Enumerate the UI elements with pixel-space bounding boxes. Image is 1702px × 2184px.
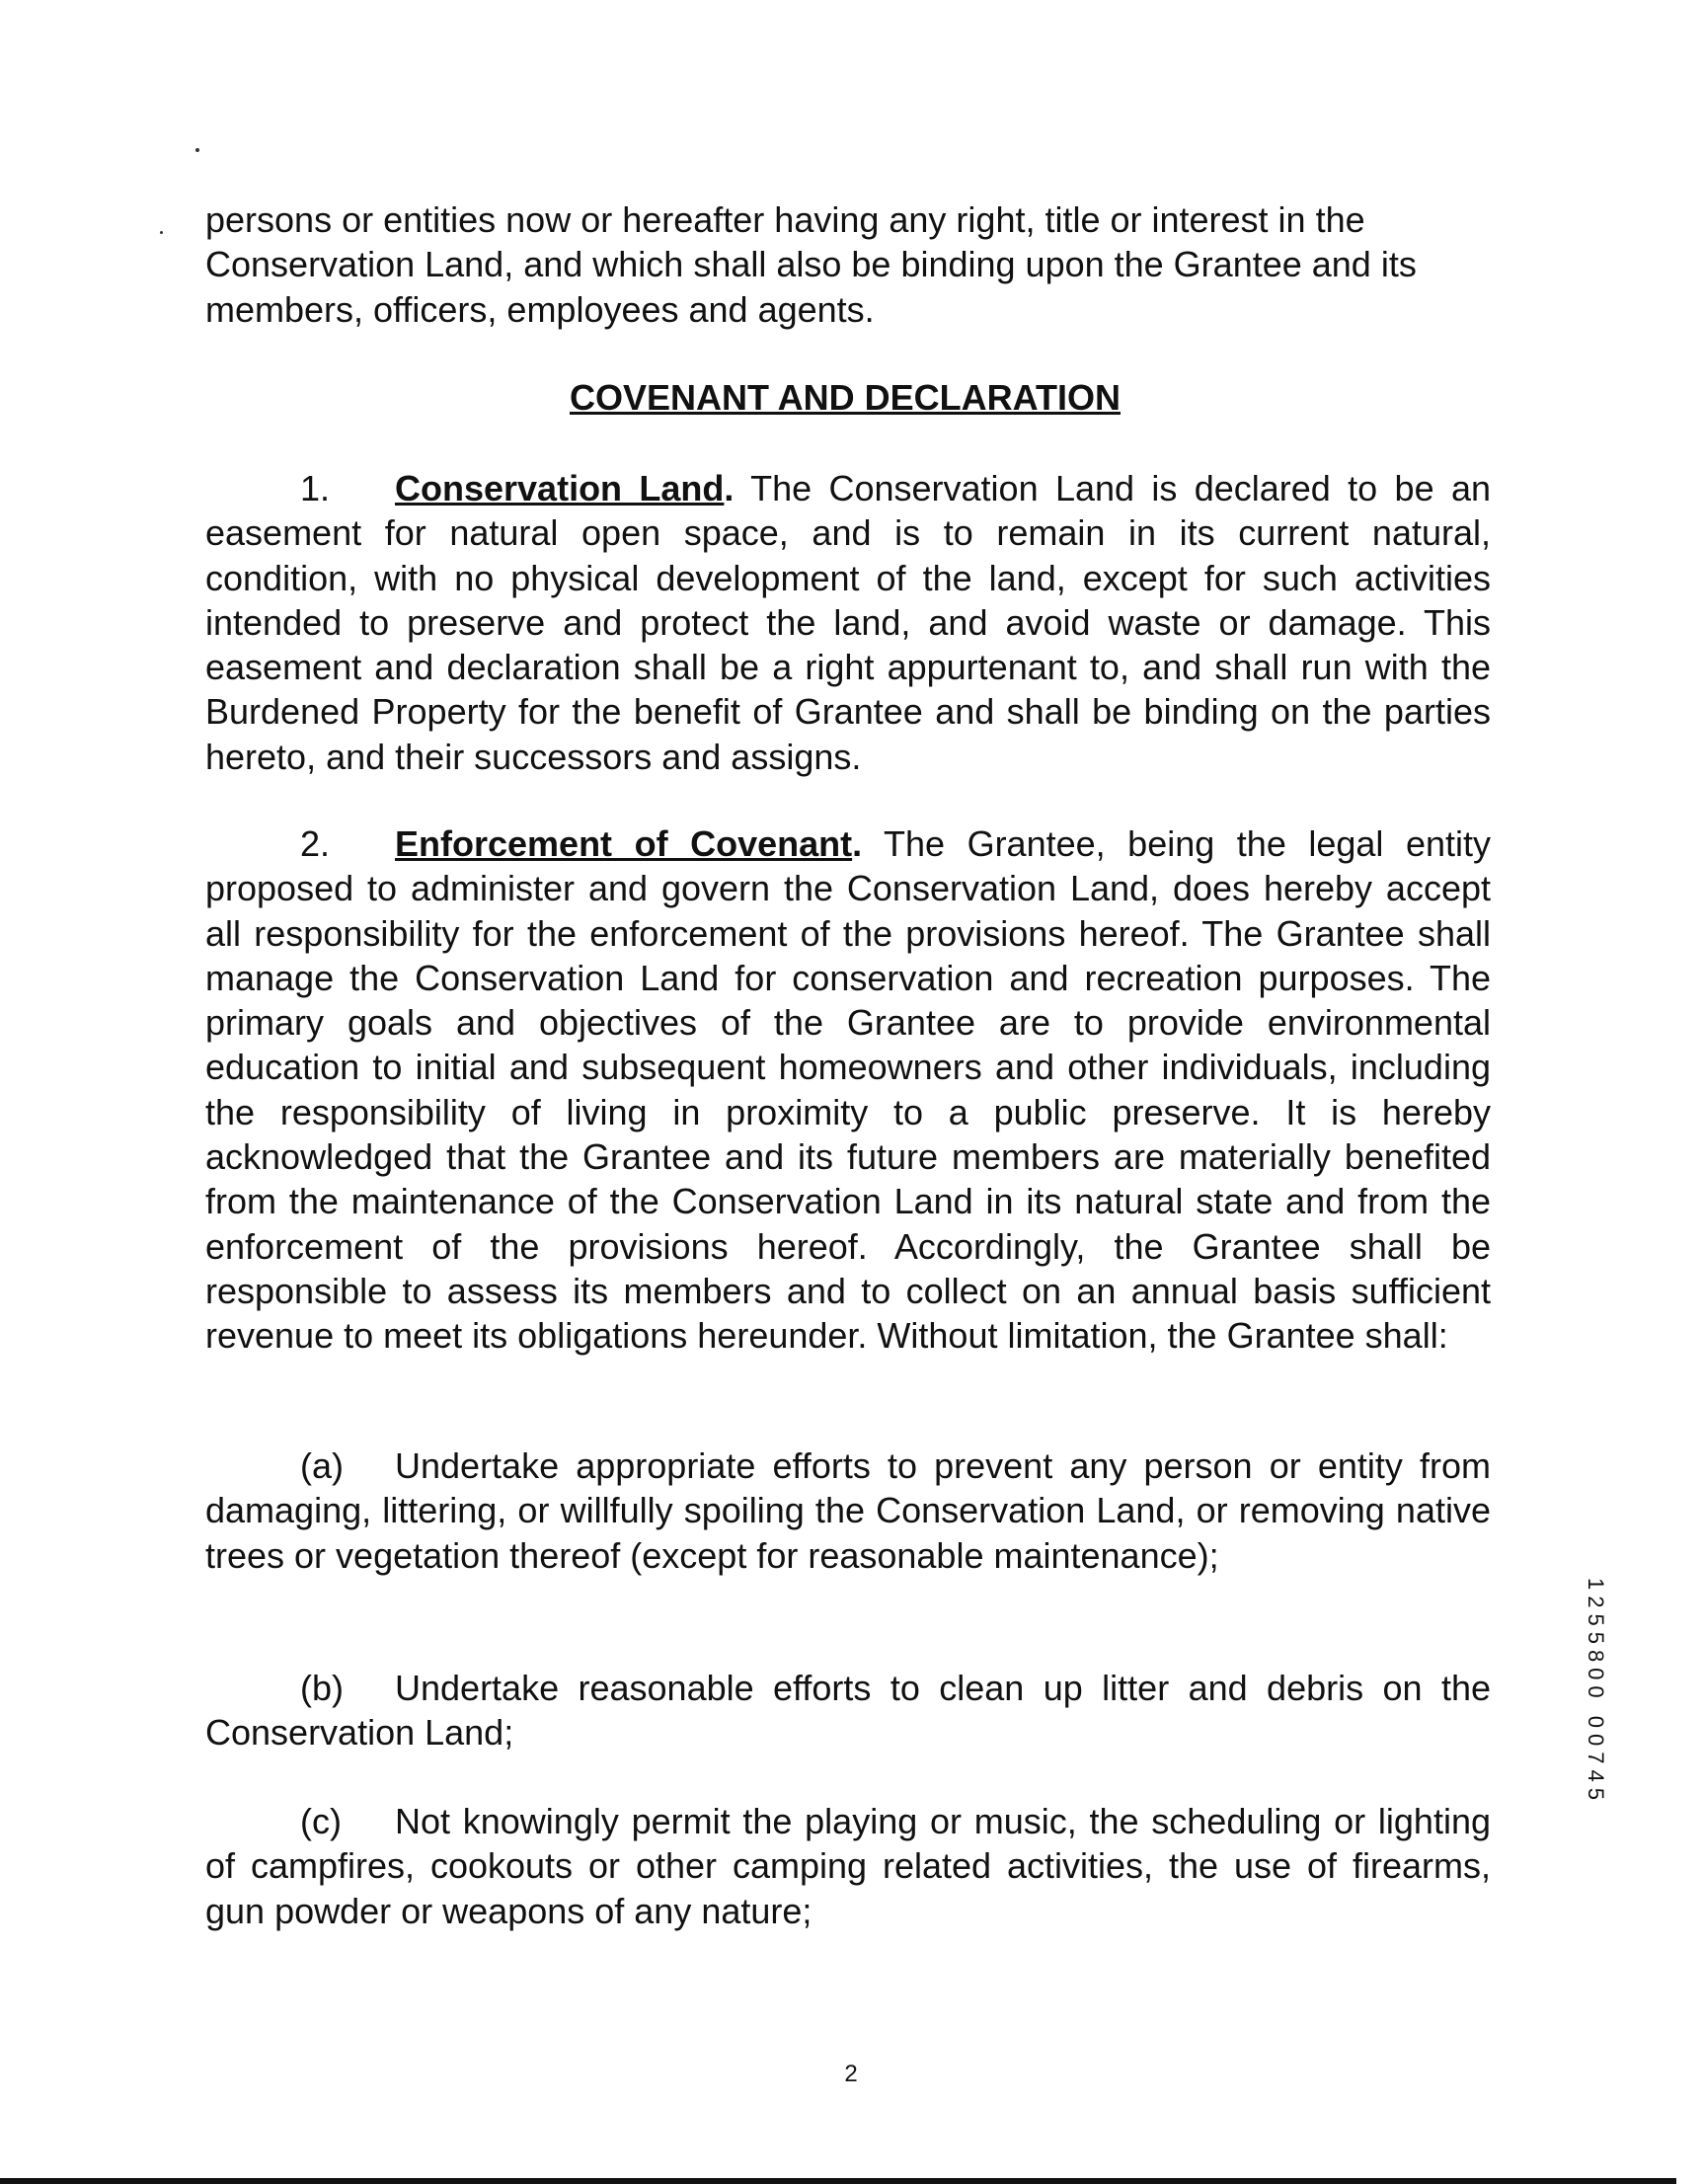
- document-stamp-number: [1581, 1578, 1608, 1854]
- list-item-label: (c): [300, 1801, 342, 1841]
- page-number: 2: [844, 2061, 858, 2087]
- list-item-a: [205, 1443, 1491, 1578]
- list-item-text: Not knowingly permit the playing or music, the scheduling or lighting of campfires, cookouts or other camping related activities, the use of firearms, gun powder or weapons of any nature;: [205, 1801, 1491, 1931]
- list-item-text: Undertake reasonable efforts to clean up litter and debris on the Conservation Land;: [205, 1668, 1491, 1754]
- paragraph-text: The Conservation Land is declared to be an easement for natural open space, and is to remain in its current natural, condition, with no physical development of the land, except for such activities intended to preserve and protect the land, and avoid waste or damage. This easement and declaration shall be a right appurtenant to, and shall run with the Burdened Property for the benefit of Grantee and shall be binding on the parties hereto, and their successors and assigns.: [205, 468, 1491, 777]
- paragraph-title-suffix: .: [724, 468, 735, 508]
- document-stamp-text: 1255800 00745: [1584, 1578, 1608, 1806]
- intro-paragraph: persons or entities now or hereafter having any right, title or interest in the Conservation Land, and which shall also be binding upon the Grantee and its members, officers, employees and agents.: [205, 199, 1417, 330]
- section-heading: COVENANT AND DECLARATION: [570, 377, 1121, 418]
- list-item-text: Undertake appropriate efforts to prevent any person or entity from damaging, littering, or willfully spoiling the Conservation Land, or removing native trees or vegetation thereof (except for reasonable maintenance);: [205, 1445, 1491, 1576]
- list-item-label: (a): [300, 1445, 344, 1486]
- paragraph-conservation-land: [205, 466, 1491, 779]
- paragraph-title-suffix: .: [852, 823, 863, 864]
- list-item-label: (b): [300, 1668, 344, 1708]
- scan-speck: [195, 148, 199, 152]
- paragraph-title: Conservation Land: [395, 468, 725, 508]
- scan-speck: [160, 231, 163, 234]
- paragraph-text: The Grantee, being the legal entity proposed to administer and govern the Conservation Land, does hereby accept all responsibility for the enforcement of the provisions hereof. The Grantee shall manage the Conservation Land for conservation and recreation purposes. The primary goals and objectives of the Grantee are to provide environmental education to initial and subsequent homeowners and other individuals, including the responsibility of living in proximity to a public preserve. It is hereby acknowledged that the Grantee and its future members are materially benefited from the maintenance of the Conservation Land in its natural state and from the enforcement of the provisions hereof. Accordingly, the Grantee shall be responsible to assess its members and to collect on an annual basis sufficient revenue to meet its obligations hereunder. Without limitation, the Grantee shall:: [205, 823, 1491, 1357]
- list-item-c: [205, 1799, 1491, 1933]
- paragraph-number: 1.: [300, 468, 331, 508]
- scan-bottom-edge: [0, 2178, 1676, 2184]
- paragraph-enforcement-of-covenant: [205, 821, 1491, 1359]
- paragraph-number: 2.: [300, 823, 331, 864]
- list-item-b: [205, 1666, 1491, 1755]
- paragraph-title: Enforcement of Covenant: [395, 823, 853, 864]
